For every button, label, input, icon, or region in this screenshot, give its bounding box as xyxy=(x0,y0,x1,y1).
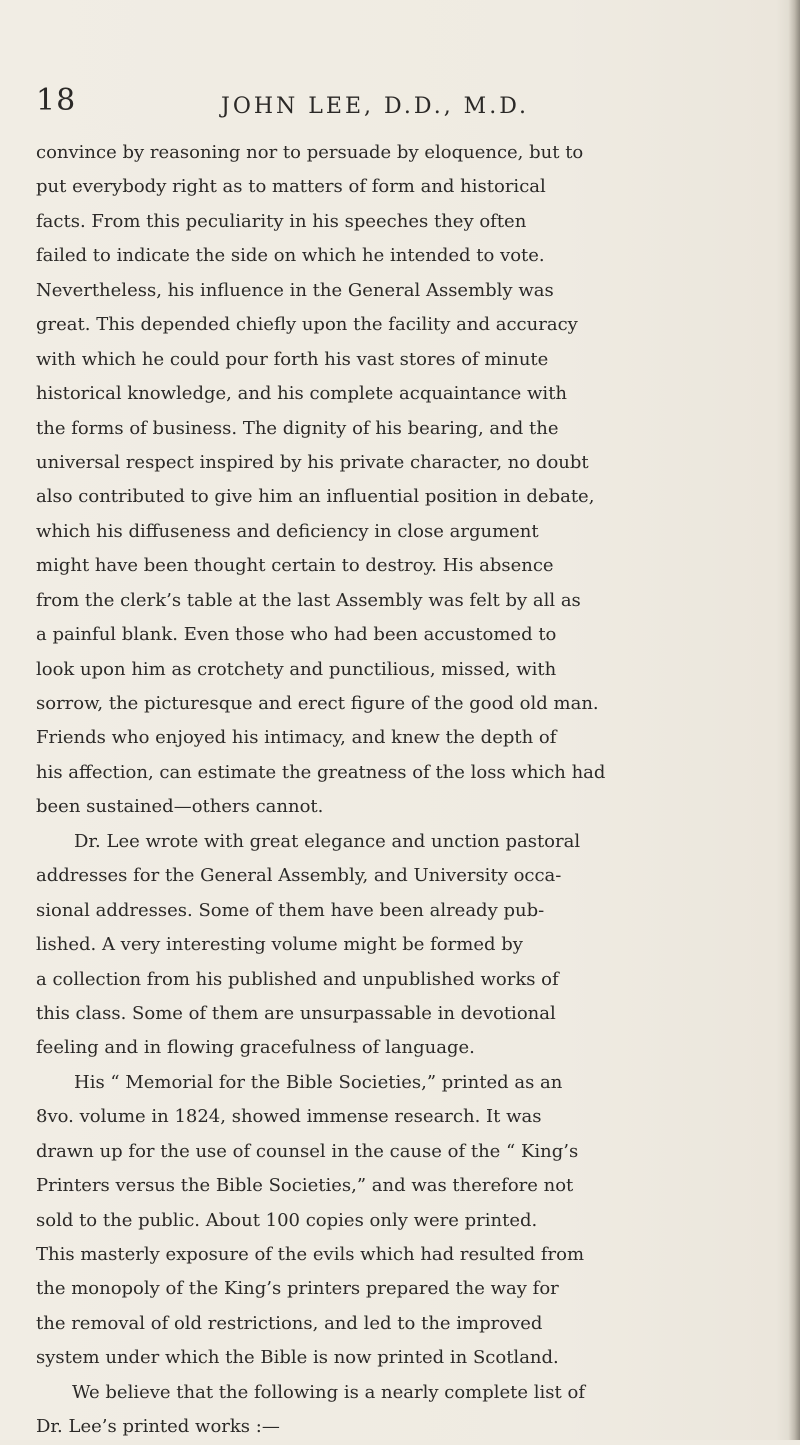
text-line: sional addresses. Some of them have been already pub- xyxy=(36,899,545,921)
text-line: universal respect inspired by his private character, no doubt xyxy=(36,451,589,473)
text-line: the monopoly of the King’s printers prepared the way for xyxy=(36,1278,559,1300)
text-line: also contributed to give him an influential position in debate, xyxy=(36,486,595,508)
body-text xyxy=(36,136,788,1445)
text-line: this class. Some of them are unsurpassable in devotional xyxy=(36,1002,556,1024)
text-line: feeling and in flowing gracefulness of language. xyxy=(36,1037,475,1059)
text-line: sold to the public. About 100 copies only were printed. xyxy=(36,1209,538,1231)
page-number: 18 xyxy=(36,83,77,118)
text-line: with which he could pour forth his vast stores of minute xyxy=(36,348,549,370)
text-line: a painful blank. Even those who had been accustomed to xyxy=(36,624,557,646)
running-head: JOHN LEE, D.D., M.D. xyxy=(221,94,530,119)
text-line: convince by reasoning nor to persuade by eloquence, but to xyxy=(36,142,584,163)
text-line: sorrow, the picturesque and erect figure of the good old man. xyxy=(36,693,599,714)
paragraph-start-line: His “ Memorial for the Bible Societies,” printed as an xyxy=(74,1071,563,1093)
paragraph-start-line: We believe that the following is a nearly complete list of xyxy=(72,1381,585,1403)
text-line: put everybody right as to matters of form and historical xyxy=(36,176,546,198)
paragraph-start-line: Dr. Lee wrote with great elegance and unction pastoral xyxy=(74,830,581,852)
text-line: drawn up for the use of counsel in the cause of the “ King’s xyxy=(36,1140,579,1162)
text-line: a collection from his published and unpublished works of xyxy=(36,968,559,990)
text-line: Printers versus the Bible Societies,” and was therefore not xyxy=(36,1175,574,1197)
text-line: which his diffuseness and deficiency in close argument xyxy=(36,520,539,542)
text-line: Friends who enjoyed his intimacy, and knew the depth of xyxy=(36,727,557,749)
text-line: Nevertheless, his influence in the General Assembly was xyxy=(36,279,554,301)
text-line: look upon him as crotchety and punctilious, missed, with xyxy=(36,658,557,680)
text-line: 8vo. volume in 1824, showed immense research. It was xyxy=(36,1106,542,1128)
text-line: addresses for the General Assembly, and University occa- xyxy=(36,865,562,887)
text-line: This masterly exposure of the evils which had resulted from xyxy=(36,1244,585,1265)
text-line: great. This depended chiefly upon the facility and accuracy xyxy=(36,314,578,336)
text-line: the removal of old restrictions, and led to the improved xyxy=(36,1312,543,1334)
text-line: from the clerk’s table at the last Assembly was felt by all as xyxy=(36,589,581,611)
text-line: failed to indicate the side on which he intended to vote. xyxy=(36,245,545,267)
text-line: his affection, can estimate the greatness of the loss which had xyxy=(36,761,606,783)
text-line: facts. From this peculiarity in his speeches they often xyxy=(36,210,527,232)
text-line: been sustained—others cannot. xyxy=(36,796,324,818)
text-line: might have been thought certain to destroy. His absence xyxy=(36,555,554,577)
text-line: historical knowledge, and his complete acquaintance with xyxy=(36,383,568,405)
text-line: Dr. Lee’s printed works :— xyxy=(36,1416,280,1438)
text-line: system under which the Bible is now printed in Scotland. xyxy=(36,1347,559,1369)
page-header xyxy=(36,84,776,124)
text-line: lished. A very interesting volume might be formed by xyxy=(36,934,523,956)
page-edge xyxy=(788,0,800,1440)
text-line: the forms of business. The dignity of his bearing, and the xyxy=(36,417,559,439)
